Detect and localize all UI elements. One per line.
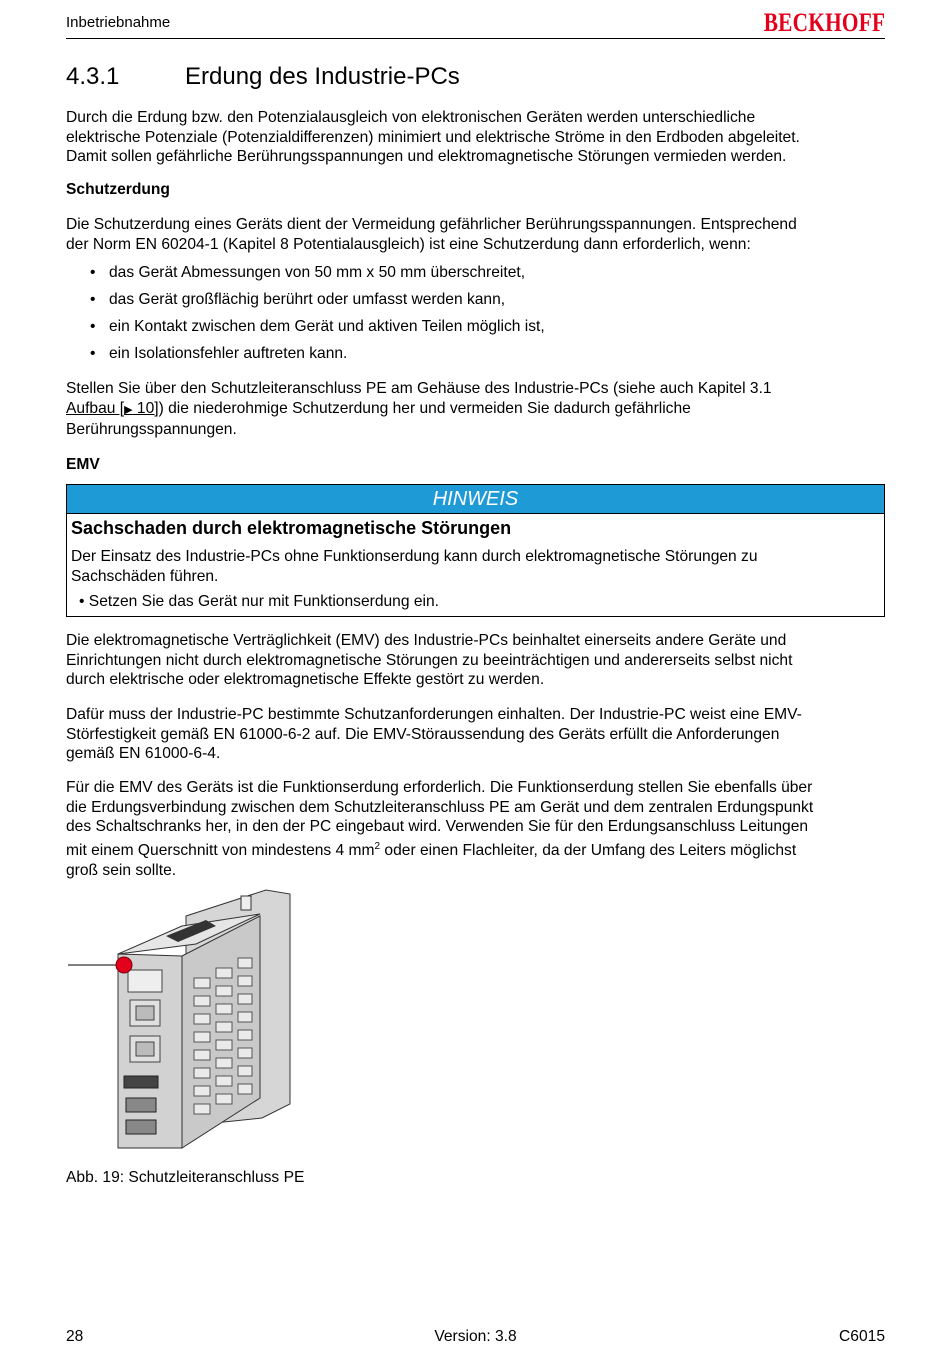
schutzerdung-instruction: [66, 379, 885, 440]
paragraph-line: die Erdungsverbindung zwischen dem Schutzleiteranschluss PE am Gerät und dem zentralen Erdungspunkt: [66, 798, 814, 816]
paragraph-line: [66, 837, 885, 861]
text-segment: oder einen Flachleiter, da der Umfang des Leiters möglichst: [380, 841, 797, 859]
link-text: Aufbau [: [66, 399, 125, 417]
paragraph-line: der Norm EN 60204-1 (Kapitel 8 Potentialausgleich) ist eine Schutzerdung dann erforderlich, wenn:: [66, 235, 751, 253]
notice-action-text: Setzen Sie das Gerät nur mit Funktionserdung ein.: [88, 593, 439, 610]
page-header: [66, 10, 885, 39]
paragraph-line: groß sein sollte.: [66, 861, 177, 879]
version-label: Version: 3.8: [434, 1328, 517, 1345]
text-segment: mit einem Querschnitt von mindestens 4 mm: [66, 841, 375, 859]
notice-action-item: • Setzen Sie das Gerät nur mit Funktionserdung ein.: [79, 593, 439, 610]
link-page: 10]: [132, 399, 159, 417]
paragraph-line: Berührungsspannungen.: [66, 421, 237, 439]
pe-marker-icon: [116, 957, 132, 973]
header-title: Inbetriebnahme: [66, 14, 171, 31]
industrial-pc-illustration: [66, 886, 326, 1156]
section-heading: [66, 63, 460, 91]
emv-paragraph-1: [66, 631, 885, 690]
paragraph-line: gemäß EN 61000-6-4.: [66, 745, 221, 763]
list-item: • das Gerät großflächig berührt oder umfasst werden kann,: [66, 290, 885, 317]
schutzerdung-bullet-list: [66, 263, 885, 371]
paragraph-line: [66, 399, 885, 421]
intro-line: Durch die Erdung bzw. den Potenzialausgleich von elektronischen Geräten werden unterschiedliche: [66, 109, 756, 126]
intro-line: Damit sollen gefährliche Berührungsspannungen und elektromagnetische Störungen vermieden werden.: [66, 148, 787, 166]
figure-caption: Abb. 19: Schutzleiteranschluss PE: [66, 1169, 305, 1186]
list-item: • ein Isolationsfehler auftreten kann.: [66, 344, 885, 371]
section-number: 4.3.1: [66, 63, 120, 90]
paragraph-line: Stellen Sie über den Schutzleiteranschluss PE am Gehäuse des Industrie-PCs (siehe auch Kapitel 3.1: [66, 380, 772, 397]
notice-text-line: Sachschäden führen.: [71, 567, 219, 585]
product-code: C6015: [839, 1328, 885, 1345]
intro-line: elektrische Potenziale (Potenzialdifferenzen) minimiert und elektrische Ströme in den Erdboden abgeleitet.: [66, 128, 800, 146]
paragraph-line: Die Schutzerdung eines Geräts dient der Vermeidung gefährlicher Berührungsspannungen. Entsprechend: [66, 216, 797, 233]
notice-label: HINWEIS: [67, 485, 884, 514]
emv-paragraph-2: [66, 705, 885, 764]
paragraph-line: durch elektrische oder elektromagnetische Effekte gestört zu werden.: [66, 671, 545, 689]
paragraph-line: des Schaltschranks her, in den der PC eingebaut wird. Verwenden Sie für den Erdungsanschluss Leitungen: [66, 818, 809, 836]
notice-title: Sachschaden durch elektromagnetische Störungen: [71, 518, 512, 538]
paragraph-line: Die elektromagnetische Verträglichkeit (EMV) des Industrie-PCs beinhaltet einerseits andere Geräte und: [66, 632, 787, 649]
list-item: • ein Kontakt zwischen dem Gerät und aktiven Teilen möglich ist,: [66, 317, 885, 344]
superscript: 2: [374, 840, 381, 852]
link-trailing-text: ) die niederohmige Schutzerdung her und vermeiden Sie dadurch gefährliche: [158, 399, 691, 417]
beckhoff-logo: BECKHOFF: [763, 8, 885, 37]
intro-paragraph: [66, 108, 885, 167]
figure-industrial-pc: [66, 886, 326, 1156]
list-item: • das Gerät Abmessungen von 50 mm x 50 mm überschreitet,: [66, 263, 885, 290]
paragraph-line: Störfestigkeit gemäß EN 61000-6-2 auf. Die EMV-Störaussendung des Geräts erfüllt die Anforderungen: [66, 725, 780, 743]
section-title: Erdung des Industrie-PCs: [185, 63, 460, 90]
notice-text-line: Der Einsatz des Industrie-PCs ohne Funktionserdung kann durch elektromagnetische Störungen zu: [71, 548, 758, 565]
paragraph-line: Einrichtungen nicht durch elektromagnetische Störungen zu beeinträchtigen und andererseits selbst nicht: [66, 651, 793, 669]
notice-box: [66, 484, 885, 617]
schutzerdung-heading: Schutzerdung: [66, 181, 170, 198]
paragraph-line: Für die EMV des Geräts ist die Funktionserdung erforderlich. Die Funktionserdung stellen Sie ebenfalls über: [66, 779, 813, 796]
paragraph-line: Dafür muss der Industrie-PC bestimmte Schutzanforderungen einhalten. Der Industrie-PC weist eine EMV-: [66, 706, 802, 723]
arrow-right-icon: ▶: [124, 403, 133, 416]
emv-paragraph-3: [66, 778, 885, 880]
notice-text: [71, 547, 871, 586]
chapter-link-aufbau[interactable]: [66, 400, 159, 417]
schutzerdung-paragraph: [66, 215, 885, 254]
emv-heading: EMV: [66, 456, 100, 473]
page-number: 28: [66, 1328, 84, 1345]
